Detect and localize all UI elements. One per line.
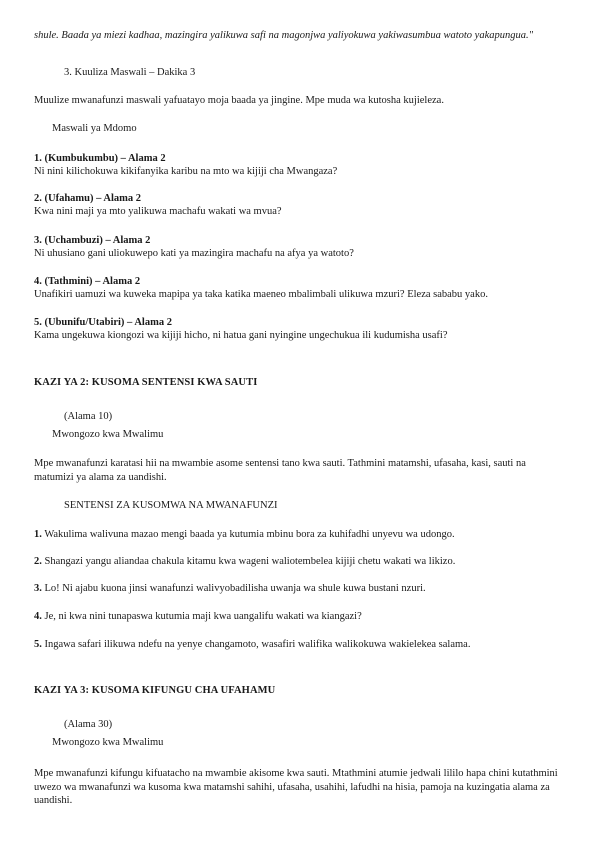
question-title: 2. (Ufahamu) – Alama 2 bbox=[34, 193, 142, 204]
question-text: Kama ungekuwa kiongozi wa kijiji hicho, ni hatua gani nyingine ungechukua ili kudumisha usafi? bbox=[34, 330, 448, 341]
task3-instruction: Mpe mwanafunzi kifungu kifuatacho na mwambie akisome kwa sauti. Mtathmini atumie jedwali lililo hapa chini kutathmini uwezo wa mwanafunzi wa kusoma kwa matamshi sahihi, ufasaha, usahihi, lafudhi na hisia, pamoja na kuzingatia alama za uandishi. bbox=[34, 768, 558, 807]
question-text: Unafikiri uamuzi wa kuweka mapipa ya taka katika maeneo mbalimbali ulikuwa mzuri? Eleza sababu yako. bbox=[34, 289, 488, 300]
sentence-number: 1. bbox=[34, 529, 42, 540]
sentence-text: Shangazi yangu aliandaa chakula kitamu kwa wageni waliotembelea kijiji chetu wakati wa likizo. bbox=[44, 556, 456, 567]
sentence-number: 5. bbox=[34, 639, 42, 650]
question-title: 3. (Uchambuzi) – Alama 2 bbox=[34, 235, 151, 246]
task3-guide: Mwongozo kwa Mwalimu bbox=[52, 737, 164, 748]
sentence-4 bbox=[34, 610, 562, 624]
sentence-1 bbox=[34, 528, 562, 542]
sentence-5 bbox=[34, 638, 562, 652]
sentence-2 bbox=[34, 555, 562, 569]
task2-instruction: Mpe mwanafunzi karatasi hii na mwambie asome sentensi tano kwa sauti. Tathmini matamshi, ufasaha, kasi, sauti na matumizi ya alama za uandishi. bbox=[34, 458, 526, 483]
step3-title: 3. Kuuliza Maswali – Dakika 3 bbox=[64, 67, 196, 78]
task2-guide: Mwongozo kwa Mwalimu bbox=[52, 429, 164, 440]
sentence-number: 4. bbox=[34, 611, 42, 622]
question-title: 1. (Kumbukumbu) – Alama 2 bbox=[34, 153, 166, 164]
oral-questions-title: Maswali ya Mdomo bbox=[52, 123, 137, 134]
sentence-text: Je, ni kwa nini tunapaswa kutumia maji kwa uangalifu wakati wa kiangazi? bbox=[44, 611, 362, 622]
sentence-number: 2. bbox=[34, 556, 42, 567]
sentence-text: Ingawa safari ilikuwa ndefu na yenye changamoto, wasafiri walifika walikokuwa wakielekea salama. bbox=[44, 639, 471, 650]
task2-heading: KAZI YA 2: KUSOMA SENTENSI KWA SAUTI bbox=[34, 377, 258, 388]
task2-sentences-title: SENTENSI ZA KUSOMWA NA MWANAFUNZI bbox=[64, 500, 278, 511]
sentence-number: 3. bbox=[34, 583, 42, 594]
question-title: 5. (Ubunifu/Utabiri) – Alama 2 bbox=[34, 317, 172, 328]
step3-instruction: Muulize mwanafunzi maswali yafuatayo moja baada ya jingine. Mpe muda wa kutosha kujieleza. bbox=[34, 95, 444, 106]
sentence-text: Wakulima walivuna mazao mengi baada ya kutumia mbinu bora za kuhifadhi unyevu wa udongo. bbox=[44, 529, 455, 540]
question-title: 4. (Tathmini) – Alama 2 bbox=[34, 276, 141, 287]
task2-marks: (Alama 10) bbox=[64, 411, 113, 422]
question-text: Ni nini kilichokuwa kikifanyika karibu na mto wa kijiji cha Mwangaza? bbox=[34, 166, 338, 177]
intro-quote: shule. Baada ya miezi kadhaa, mazingira yalikuwa safi na magonjwa yaliyokuwa yakiwasumbua watoto yakapungua." bbox=[34, 30, 534, 41]
task3-heading: KAZI YA 3: KUSOMA KIFUNGU CHA UFAHAMU bbox=[34, 685, 276, 696]
question-text: Kwa nini maji ya mto yalikuwa machafu wakati wa mvua? bbox=[34, 206, 282, 217]
task3-marks: (Alama 30) bbox=[64, 719, 113, 730]
sentence-3 bbox=[34, 582, 562, 596]
question-text: Ni uhusiano gani uliokuwepo kati ya mazingira machafu na afya ya watoto? bbox=[34, 248, 354, 259]
sentence-text: Lo! Ni ajabu kuona jinsi wanafunzi walivyobadilisha uwanja wa shule kuwa bustani nzuri. bbox=[44, 583, 426, 594]
